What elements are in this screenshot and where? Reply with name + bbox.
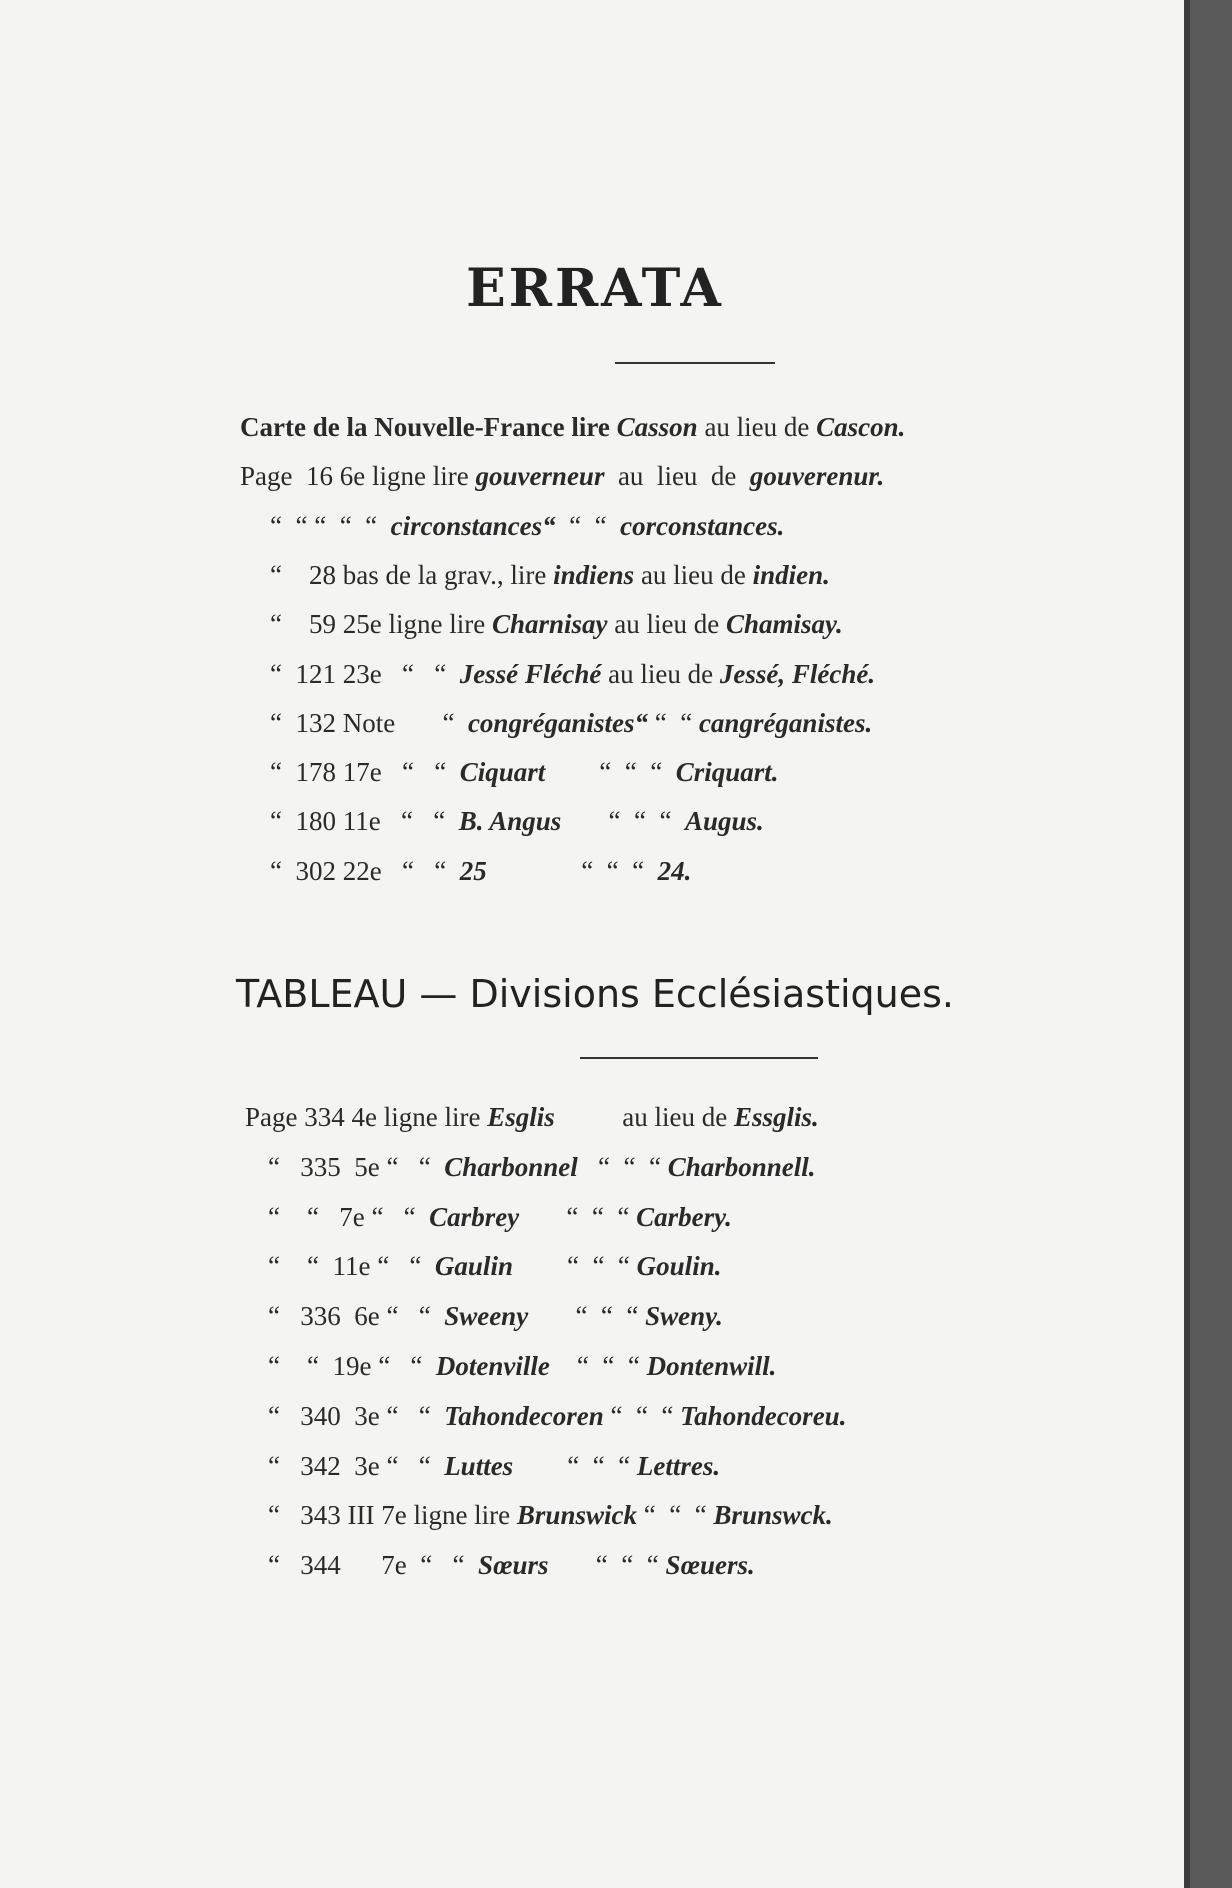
- errata-text: “ “: [647, 707, 699, 738]
- tableau-word: Sœuers.: [665, 1550, 755, 1581]
- errata-word: Jessé Fléché: [459, 658, 602, 689]
- tableau-text: “ “ “: [519, 1201, 637, 1232]
- errata-word: Ciquart: [459, 757, 546, 788]
- errata-text: “ “ “: [545, 757, 676, 788]
- errata-text: au lieu de: [607, 609, 726, 640]
- errata-text: “ 59 25e ligne lire: [270, 609, 492, 640]
- tableau-text: “ 340 3e “ “: [268, 1400, 445, 1431]
- errata-word: 25: [459, 855, 487, 886]
- errata-word: indien.: [752, 559, 830, 590]
- errata-word: Chamisay.: [725, 609, 843, 640]
- tableau-text: “ “ 19e “ “: [268, 1351, 436, 1381]
- tableau-line: [268, 1500, 833, 1531]
- tableau-line: [268, 1401, 846, 1432]
- tableau-word: Tahondecoreu.: [680, 1400, 847, 1431]
- errata-text: “ “ “ “ “: [270, 510, 391, 541]
- tableau-word: Dontenwill.: [646, 1351, 777, 1381]
- tableau-text: “ 344 7e “ “: [268, 1550, 478, 1581]
- tableau-text: “ “ 7e “ “: [268, 1201, 430, 1232]
- tableau-word: Brunswick: [516, 1500, 637, 1531]
- errata-word: Cascon.: [816, 412, 906, 442]
- tableau-line: [268, 1550, 755, 1581]
- tableau-text: Page 334 4e ligne lire: [245, 1102, 488, 1132]
- errata-text: “ “ “: [486, 855, 658, 886]
- errata-word: circonstances“: [390, 510, 556, 541]
- tableau-word: Sweeny: [444, 1301, 529, 1332]
- errata-word: gouverenur.: [749, 461, 885, 492]
- tableau-title: TABLEAU — Divisions Ecclésiastiques.: [236, 972, 954, 1016]
- tableau-word: Tahondecoren: [444, 1400, 604, 1431]
- errata-word: gouverneur: [475, 461, 605, 492]
- errata-text: “ 178 17e “ “: [270, 757, 460, 788]
- tableau-text: “ “ “: [513, 1450, 637, 1481]
- errata-line: [270, 856, 691, 887]
- errata-text: au lieu de: [604, 461, 750, 492]
- errata-text: au lieu de: [634, 559, 753, 590]
- tableau-text: “ “ “: [528, 1301, 646, 1332]
- tableau-word: Carbrey: [429, 1201, 520, 1232]
- errata-text: Carte de la Nouvelle-France lire: [240, 412, 617, 442]
- errata-word: Criquart.: [675, 757, 779, 788]
- errata-line: [270, 757, 778, 788]
- tableau-text: “ “ “: [549, 1351, 647, 1381]
- errata-word: Augus.: [684, 806, 764, 837]
- tableau-line: [268, 1351, 776, 1382]
- tableau-text: “ “ “: [603, 1400, 681, 1431]
- errata-text: “ 121 23e “ “: [270, 658, 460, 689]
- tableau-line: [268, 1152, 816, 1183]
- errata-word: Jessé, Fléché.: [719, 658, 876, 689]
- errata-text: “ “ “: [561, 806, 685, 837]
- tableau-line: [268, 1251, 721, 1282]
- errata-word: 24.: [657, 855, 692, 886]
- errata-line: [240, 461, 884, 492]
- tableau-line: [268, 1301, 723, 1332]
- errata-word: Charnisay: [491, 609, 608, 640]
- tableau-text: “ “ “: [577, 1151, 668, 1182]
- tableau-word: Carbery.: [636, 1201, 732, 1232]
- title-rule: [615, 362, 775, 364]
- tableau-text: “ 336 6e “ “: [268, 1301, 445, 1332]
- errata-line: [270, 659, 875, 690]
- tableau-text: “ 335 5e “ “: [268, 1151, 445, 1182]
- errata-title: ERRATA: [466, 258, 724, 319]
- errata-word: B. Angus: [458, 806, 562, 837]
- errata-text: au lieu de: [697, 412, 817, 442]
- tableau-text: “ “ 11e “ “: [268, 1251, 435, 1282]
- errata-text: “ 132 Note “: [270, 707, 468, 738]
- errata-text: au lieu de: [601, 658, 720, 689]
- tableau-text: “ 342 3e “ “: [268, 1450, 445, 1481]
- tableau-text: “ 343 III 7e ligne lire: [268, 1500, 517, 1531]
- errata-text: Page 16 6e ligne lire: [240, 461, 476, 492]
- errata-text: “ “: [555, 510, 621, 541]
- errata-line: [270, 511, 784, 542]
- tableau-line: [268, 1451, 720, 1482]
- tableau-word: Sœurs: [477, 1550, 549, 1581]
- errata-text: “ 28 bas de la grav., lire: [270, 559, 554, 590]
- errata-text: “ 180 11e “ “: [270, 806, 459, 837]
- errata-line: [270, 609, 843, 640]
- errata-line: [240, 412, 905, 443]
- tableau-line: [268, 1202, 732, 1233]
- errata-word: cangréganistes.: [698, 707, 873, 738]
- tableau-text: “ “ “: [512, 1251, 637, 1282]
- tableau-word: Sweny.: [645, 1301, 723, 1332]
- errata-word: Casson: [616, 412, 698, 442]
- errata-word: indiens: [553, 559, 635, 590]
- tableau-word: Gaulin: [434, 1251, 513, 1282]
- tableau-word: Esglis: [487, 1102, 555, 1132]
- tableau-word: Charbonnel: [444, 1151, 578, 1182]
- tableau-line: [245, 1102, 819, 1133]
- tableau-text: “ “ “: [636, 1500, 714, 1531]
- tableau-text: “ “ “: [548, 1550, 666, 1581]
- tableau-word: Dotenville: [435, 1351, 550, 1381]
- errata-line: [270, 560, 830, 591]
- errata-line: [270, 708, 872, 739]
- tableau-word: Luttes: [444, 1450, 514, 1481]
- errata-word: corconstances.: [620, 510, 785, 541]
- errata-line: [270, 806, 764, 837]
- tableau-text: au lieu de: [554, 1102, 734, 1132]
- errata-text: “ 302 22e “ “: [270, 855, 460, 886]
- tableau-word: Charbonnell.: [667, 1151, 816, 1182]
- tableau-rule: [580, 1057, 818, 1059]
- errata-word: congréganistes“: [467, 707, 648, 738]
- tableau-word: Essglis.: [733, 1102, 819, 1132]
- tableau-word: Brunswck.: [713, 1500, 833, 1531]
- tableau-word: Goulin.: [636, 1251, 722, 1282]
- tableau-word: Lettres.: [636, 1450, 721, 1481]
